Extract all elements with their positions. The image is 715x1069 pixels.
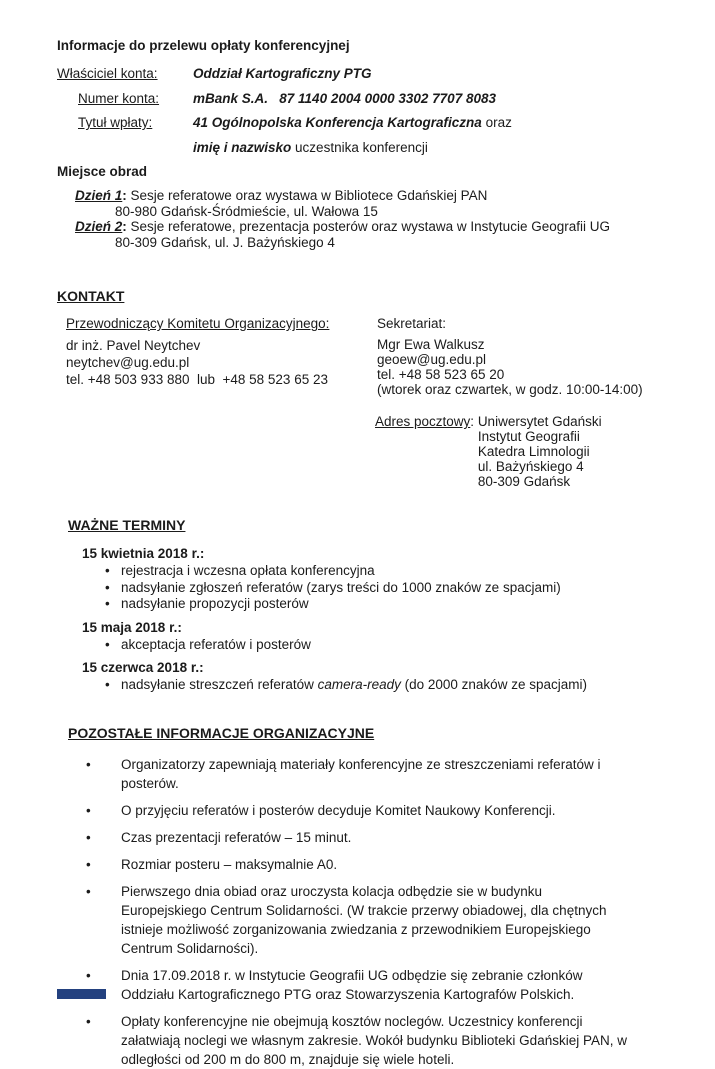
deadline-item: • akceptacja referatów i posterów xyxy=(105,637,658,654)
postal-line: Uniwersytet Gdański xyxy=(477,414,602,429)
org-item: • Dnia 17.09.2018 r. w Instytucie Geografii UG odbędzie się zebranie członków Oddziału Kartograficznego PTG oraz Stowarzyszenia Kartografów Polskich. xyxy=(86,966,628,1004)
payment-title-label: Tytuł wpłaty: xyxy=(78,115,153,130)
transfer-info-title: Informacje do przelewu opłaty konferencyjnej xyxy=(57,38,350,53)
org-item: • Rozmiar posteru – maksymalnie A0. xyxy=(86,855,628,874)
secretariat-email: geoew@ug.edu.pl xyxy=(377,352,487,367)
deadline-date-june: 15 czerwca 2018 r.: xyxy=(82,660,204,675)
organizational-info-title: POZOSTAŁE INFORMACJE ORGANIZACYJNE xyxy=(68,724,375,741)
venue-day-1-address: 80-980 Gdańsk-Śródmieście, ul. Wałowa 15 xyxy=(115,204,378,219)
deadline-date-may: 15 maja 2018 r.: xyxy=(82,619,182,635)
deadline-date-april: 15 kwietnia 2018 r.: xyxy=(82,546,205,561)
chairman-email: neytchev@ug.edu.pl xyxy=(66,355,190,370)
secretariat-name: Mgr Ewa Walkusz xyxy=(377,337,485,352)
secretariat-phone: tel. +48 58 523 65 20 xyxy=(377,367,505,382)
chairman-phone: tel. +48 503 933 880 lub +48 58 523 65 23 xyxy=(66,372,328,387)
transfer-continuation-line: imię i nazwisko uczestnika konferencji xyxy=(193,139,428,155)
postal-line: Katedra Limnologii xyxy=(477,444,590,459)
organizational-info-section xyxy=(57,725,658,1069)
secretariat-heading: Sekretariat: xyxy=(377,316,447,331)
deadlines-section xyxy=(57,517,658,694)
deadlines-title: WAŻNE TERMINY xyxy=(68,517,186,533)
transfer-row-owner xyxy=(57,62,658,87)
venue-day-2-address: 80-309 Gdańsk, ul. J. Bażyńskiego 4 xyxy=(115,234,335,250)
deadline-item: • nadsyłanie zgłoszeń referatów (zarys treści do 1000 znaków ze spacjami) xyxy=(105,580,658,597)
owner-value: Oddział Kartograficzny PTG xyxy=(193,66,372,81)
payment-title-value: 41 Ogólnopolska Konferencja Kartograficzna xyxy=(193,115,482,130)
org-item: • O przyjęciu referatów i posterów decyduje Komitet Naukowy Konferencji. xyxy=(86,801,628,820)
org-item: • Pierwszego dnia obiad oraz uroczysta kolacja odbędzie sie w budynku Europejskiego Centrum Solidarności. (W trakcie przerwy obiadowej, dla chętnych istnieje możliwość zorganizowania zwiedzania z przewodnikiem Europejskiego Centrum Solidarności). xyxy=(86,882,628,958)
owner-label: Właściciel konta: xyxy=(57,66,158,81)
postal-line: ul. Bażyńskiego 4 xyxy=(477,459,584,474)
venue-day-2: Dzień 2: Sesje referatowe, prezentacja posterów oraz wystawa w Instytucie Geografii UG 80-309 Gdańsk, ul. J. Bażyńskiego 4 xyxy=(75,219,658,251)
postal-line: 80-309 Gdańsk xyxy=(477,474,571,489)
deadline-item: • rejestracja i wczesna opłata konferencyjna xyxy=(105,563,658,580)
account-value: mBank S.A. 87 1140 2004 0000 3302 7707 8083 xyxy=(193,90,496,106)
venue-title: Miejsce obrad xyxy=(57,164,148,179)
org-item: • Organizatorzy zapewniają materiały konferencyjne ze streszczeniami referatów i posterów. xyxy=(86,755,628,793)
postal-address-block: Adres pocztowy: Uniwersytet Gdański Instytut Geografii Katedra Limnologii ul. Bażyńskiego 4 80-309 Gdańsk xyxy=(375,414,602,489)
deadline-item: • nadsyłanie propozycji posterów xyxy=(105,596,658,613)
chairman-heading: Przewodniczący Komitetu Organizacyjnego: xyxy=(66,316,330,331)
deadline-item: • nadsyłanie streszczeń referatów camera-ready (do 2000 znaków ze spacjami) xyxy=(105,677,658,694)
venue-section xyxy=(57,164,658,250)
org-item: • Czas prezentacji referatów – 15 minut. xyxy=(86,828,628,847)
secretariat-block xyxy=(377,316,658,397)
transfer-row-title: Tytuł wpłaty: 41 Ogólnopolska Konferencja Kartograficzna oraz xyxy=(57,111,658,136)
postal-line: Instytut Geografii xyxy=(477,429,580,444)
chairman-block xyxy=(66,316,377,397)
org-item: • Opłaty konferencyjne nie obejmują kosztów noclegów. Uczestnicy konferencji załatwiają noclegi we własnym zakresie. Wokół budynku Biblioteki Gdańskiej PAN, w odległości od 200 m do 800 m, znajduje się wiele hoteli. xyxy=(86,1012,628,1069)
postal-label: Adres pocztowy xyxy=(375,414,471,429)
secretariat-hours: (wtorek oraz czwartek, w godz. 10:00-14:00) xyxy=(377,382,643,397)
footer-accent-bar xyxy=(57,989,106,999)
contact-section xyxy=(57,288,658,489)
account-label: Numer konta: xyxy=(78,90,160,106)
contact-title: KONTAKT xyxy=(57,288,125,304)
transfer-info-section xyxy=(57,38,658,160)
venue-day-1: Dzień 1: Sesje referatowe oraz wystawa w Bibliotece Gdańskiej PAN 80-980 Gdańsk-Śródmieście, ul. Wałowa 15 xyxy=(75,188,658,220)
transfer-row-account xyxy=(57,87,658,112)
chairman-name: dr inż. Pavel Neytchev xyxy=(66,338,201,353)
